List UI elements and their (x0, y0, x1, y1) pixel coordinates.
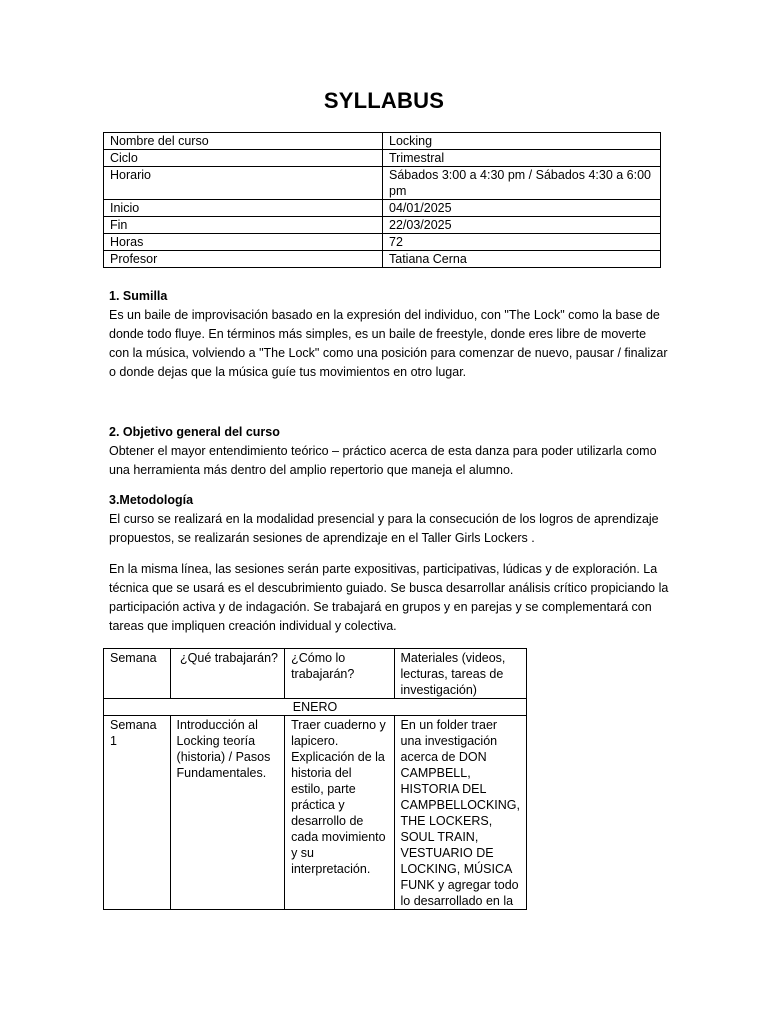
section-objetivo (109, 423, 669, 480)
table-row (104, 234, 661, 251)
table-row (104, 167, 661, 200)
table-row (104, 251, 661, 268)
info-label: Fin (104, 217, 383, 234)
section-heading: 1. Sumilla (109, 289, 168, 303)
info-label: Horario (104, 167, 383, 200)
cell-como: Traer cuaderno y lapicero. Explicación de la historia del estilo, parte práctica y desarrollo de cada movimiento y su interpretación. (285, 716, 394, 910)
info-value: 22/03/2025 (383, 217, 661, 234)
section-heading: 2. Objetivo general del curso (109, 425, 280, 439)
section-body: Obtener el mayor entendimiento teórico – práctico acerca de esta danza para poder utilizarla como una herramienta más dentro del amplio repertorio que maneja el alumno. (109, 444, 657, 477)
table-row (104, 716, 527, 910)
table-row (104, 217, 661, 234)
section-heading: 3.Metodología (109, 493, 194, 507)
info-value: Trimestral (383, 150, 661, 167)
column-header-semana: Semana (104, 649, 171, 699)
table-row (104, 150, 661, 167)
table-row (104, 200, 661, 217)
section-body: Es un baile de improvisación basado en la expresión del individuo, con "The Lock" como la base de donde todo fluye. En términos más simples, es un baile de freestyle, donde eres libre de moverte con la música, volviendo a "The Lock" como una posición para comenzar de nuevo, pausar / finalizar o donde dejas que la música guíe tus movimientos en otro lugar. (109, 308, 668, 379)
info-value: Locking (383, 133, 661, 150)
column-header-que: ¿Qué trabajarán? (170, 649, 285, 699)
section-body-2: En la misma línea, las sesiones serán parte expositivas, participativas, lúdicas y de exploración. La técnica que se usará es el descubrimiento guiado. Se busca desarrollar análisis crítico propiciando la participación activa y de indagación. Se trabajará en grupos y en parejas y se complementará con tareas que impliquen creación individual y colectiva. (109, 562, 669, 633)
section-metodologia (109, 491, 669, 636)
weekly-plan-table (103, 648, 527, 910)
page-title: SYLLABUS (323, 88, 445, 113)
month-row (104, 699, 527, 716)
month-label: ENERO (104, 699, 527, 716)
info-label: Inicio (104, 200, 383, 217)
table-header-row (104, 649, 527, 699)
info-value: 04/01/2025 (383, 200, 661, 217)
column-header-materiales: Materiales (videos, lecturas, tareas de investigación) (394, 649, 527, 699)
info-label: Horas (104, 234, 383, 251)
info-value: Tatiana Cerna (383, 251, 661, 268)
cell-que: Introducción al Locking teoría (historia) / Pasos Fundamentales. (170, 716, 285, 910)
section-body: El curso se realizará en la modalidad presencial y para la consecución de los logros de aprendizaje propuestos, se realizarán sesiones de aprendizaje en el Taller Girls Lockers . (109, 512, 659, 545)
info-value: Sábados 3:00 a 4:30 pm / Sábados 4:30 a 6:00 pm (383, 167, 661, 200)
info-value: 72 (383, 234, 661, 251)
info-label: Profesor (104, 251, 383, 268)
table-row (104, 133, 661, 150)
cell-semana: Semana 1 (104, 716, 171, 910)
course-info-table (103, 132, 661, 268)
cell-materiales: En un folder traer una investigación acerca de DON CAMPBELL, HISTORIA DEL CAMPBELLOCKING, THE LOCKERS, SOUL TRAIN, VESTUARIO DE LOCKING, MÚSICA FUNK y agregar todo lo desarrollado en la (394, 716, 527, 910)
column-header-como: ¿Cómo lo trabajarán? (285, 649, 394, 699)
info-label: Ciclo (104, 150, 383, 167)
section-sumilla (109, 287, 669, 382)
info-label: Nombre del curso (104, 133, 383, 150)
